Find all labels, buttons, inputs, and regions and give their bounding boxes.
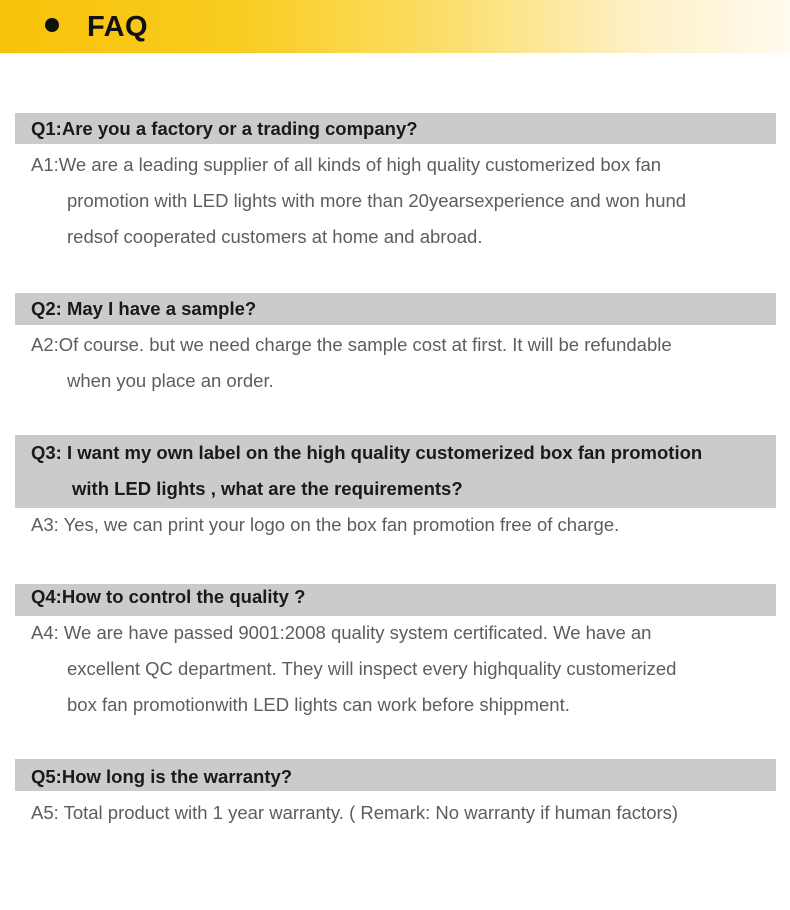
answer-line: excellent QC department. They will inspect every highquality customerized (67, 658, 677, 679)
page-title: FAQ (87, 11, 149, 43)
faq-header-banner (0, 0, 790, 53)
question-line: Q2: May I have a sample? (31, 298, 257, 319)
answer-line: redsof cooperated customers at home and abroad. (67, 226, 483, 247)
answer-5 (31, 795, 776, 831)
answer-line: A5: Total product with 1 year warranty. ( Remark: No warranty if human factors) (31, 802, 679, 823)
answer-3 (31, 507, 776, 543)
question-1 (31, 111, 766, 147)
question-4 (31, 579, 766, 615)
answer-4 (31, 615, 776, 723)
bullet-icon (45, 18, 59, 32)
answer-line: promotion with LED lights with more than 20yearsexperience and won hund (67, 190, 687, 211)
answer-line: box fan promotionwith LED lights can work before shippment. (67, 694, 570, 715)
question-line: Q1:Are you a factory or a trading company? (31, 118, 418, 139)
question-3 (31, 435, 766, 507)
question-line: Q5:How long is the warranty? (31, 766, 293, 787)
answer-line: A3: Yes, we can print your logo on the box fan promotion free of charge. (31, 514, 620, 535)
answer-line: A1:We are a leading supplier of all kinds of high quality customerized box fan (31, 154, 662, 175)
answer-line: when you place an order. (67, 370, 274, 391)
question-line: with LED lights , what are the requirements? (72, 478, 463, 499)
question-line: Q3: I want my own label on the high quality customerized box fan promotion (31, 442, 703, 463)
question-5 (31, 759, 766, 795)
answer-1 (31, 147, 776, 255)
answer-line: A4: We are have passed 9001:2008 quality system certificated. We have an (31, 622, 652, 643)
answer-line: A2:Of course. but we need charge the sample cost at first. It will be refundable (31, 334, 672, 355)
answer-2 (31, 327, 776, 399)
question-line: Q4:How to control the quality ? (31, 586, 306, 607)
question-2 (31, 291, 766, 327)
